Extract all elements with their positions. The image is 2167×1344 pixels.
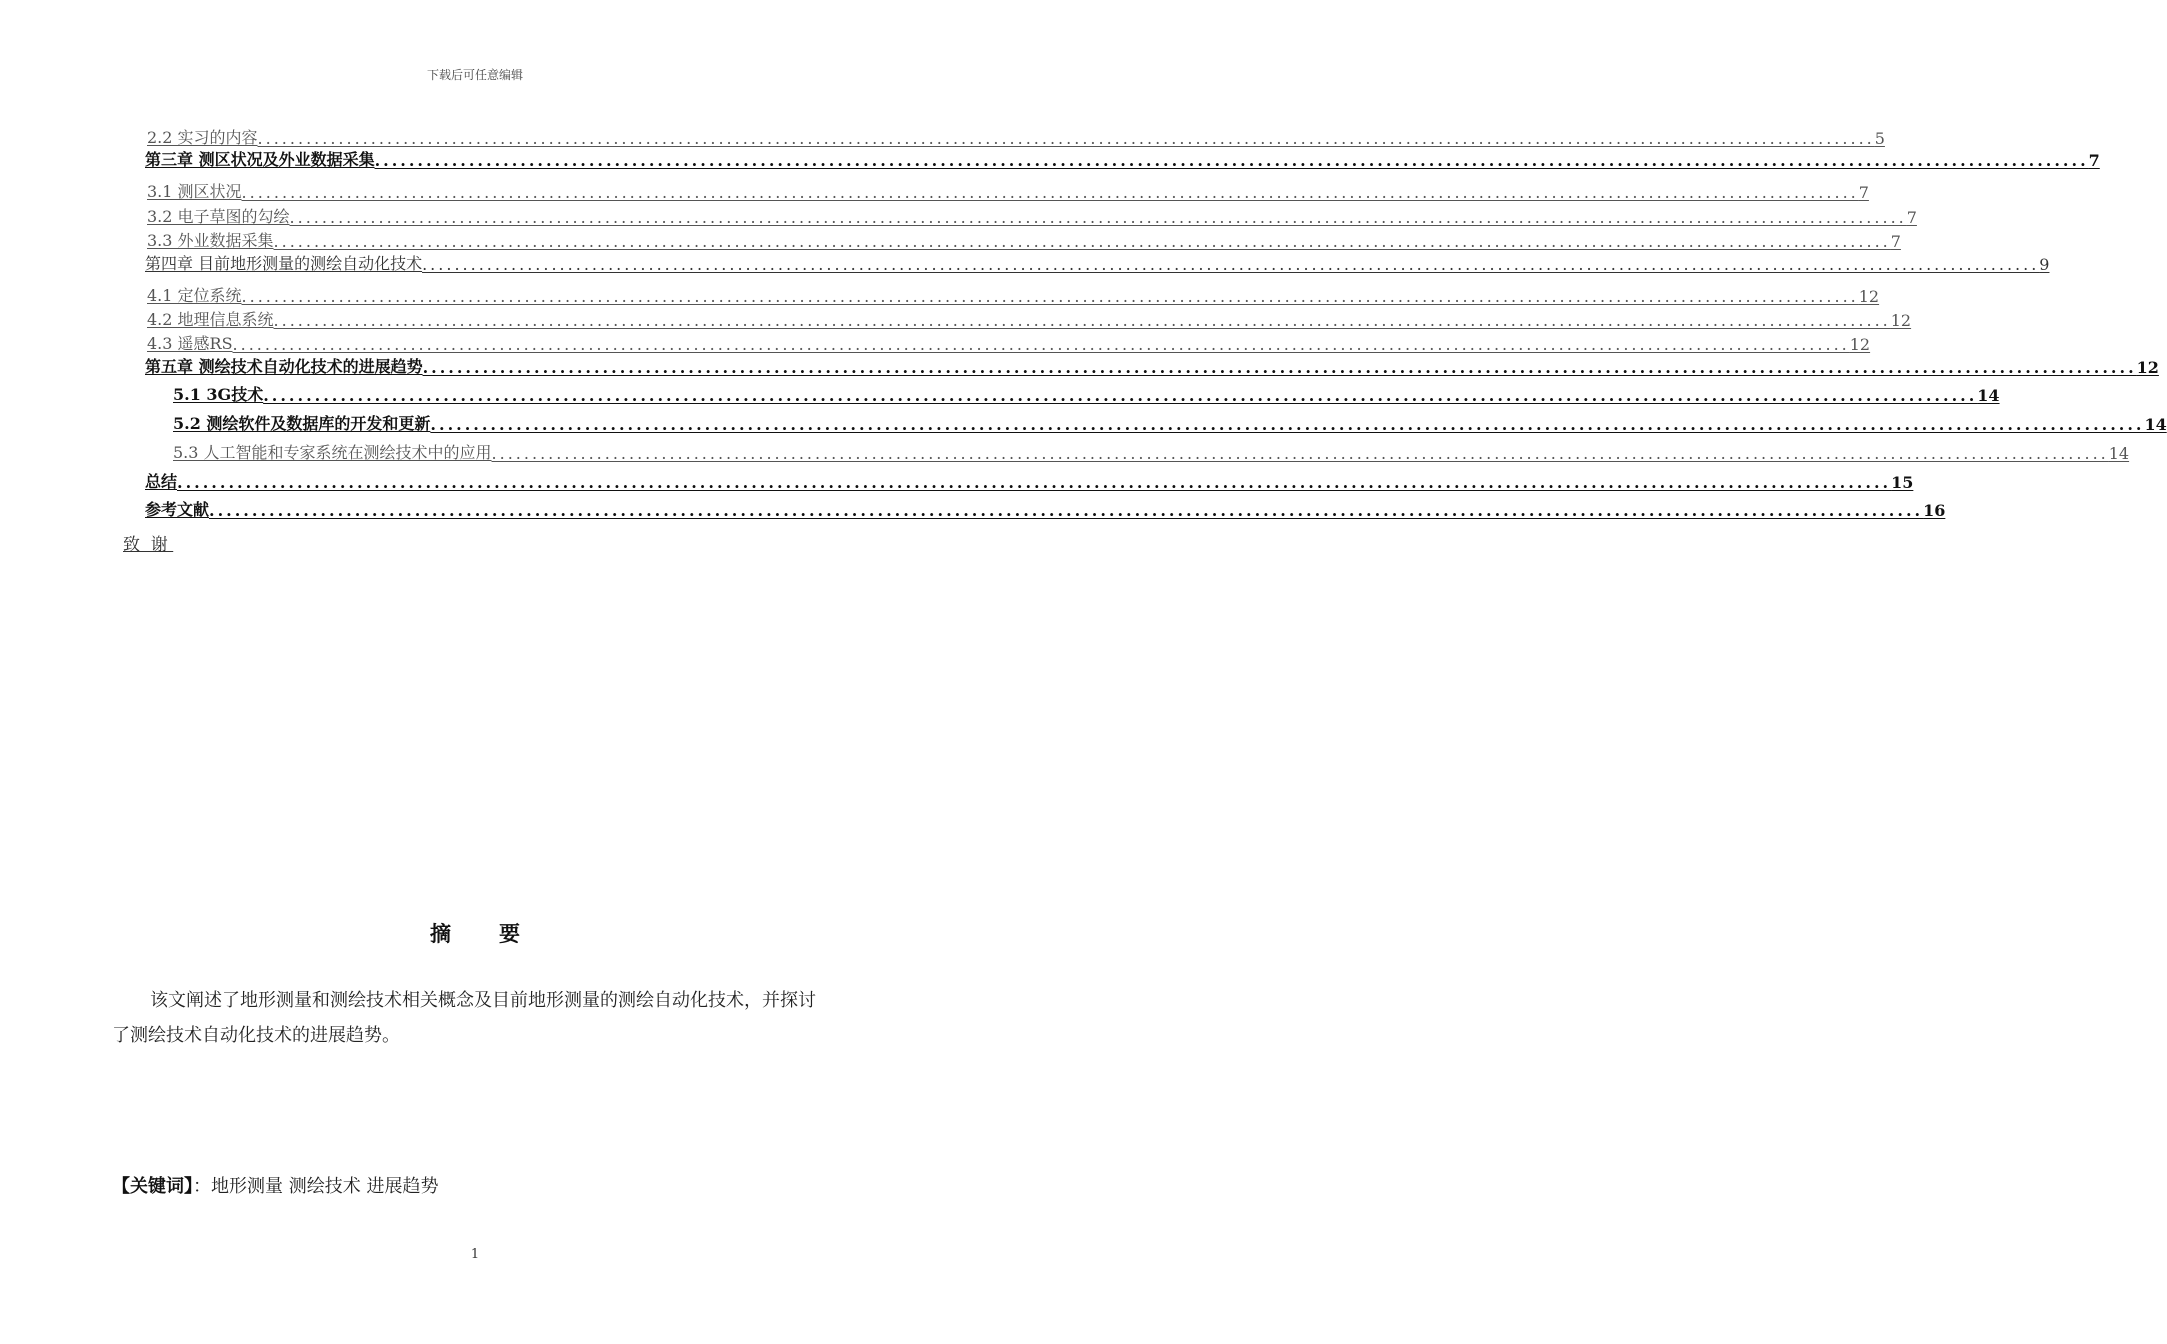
toc-leader-dots: ........................................................................................................................................................................................................: [177, 473, 1892, 492]
toc-leader-dots: ........................................................................................................................................................................................................: [491, 444, 2109, 463]
toc-entry-page: 15: [1891, 473, 1914, 492]
page-number: 1: [470, 1247, 480, 1262]
keywords-label: 【关键词】: [112, 1176, 193, 1197]
toc-entry-page: 7: [1890, 232, 1901, 251]
toc-entry-page: 5: [1874, 129, 1885, 148]
page-header: 下载后可任意编辑: [426, 68, 523, 82]
toc-entry-label: 第四章 目前地形测量的测绘自动化技术: [145, 254, 423, 273]
toc-entry-label: 3.2 电子草图的勾绘: [147, 207, 290, 226]
toc-leader-dots: ........................................................................................................................................................................................................: [209, 501, 1924, 520]
toc-leader-dots: ........................................................................................................................................................................................................: [232, 335, 1850, 354]
toc-leader-dots: ........................................................................................................................................................................................................: [273, 311, 1891, 330]
toc-entry[interactable]: [145, 252, 2050, 274]
toc-entry-label: 4.2 地理信息系统: [147, 310, 274, 329]
toc-entry-label: 3.1 测区状况: [147, 182, 242, 201]
toc-entry[interactable]: [145, 148, 2100, 170]
abstract-title: 摘要: [430, 921, 568, 946]
toc-leader-dots: ........................................................................................................................................................................................................: [257, 129, 1875, 148]
toc-entry-label: 2.2 实习的内容: [147, 128, 258, 147]
toc-entry-label: 总结: [145, 472, 178, 491]
toc-leader-dots: ........................................................................................................................................................................................................: [263, 386, 1978, 405]
toc-leader-dots: ........................................................................................................................................................................................................: [422, 255, 2040, 274]
toc-entry-page: 14: [2144, 415, 2167, 434]
toc-entry-page: 7: [1858, 183, 1869, 202]
toc-entry-page: 7: [2088, 151, 2100, 170]
toc-entry[interactable]: [173, 383, 2000, 405]
toc-entry[interactable]: [145, 498, 1946, 520]
keywords-separator: ：: [193, 1176, 211, 1197]
toc-entry[interactable]: [147, 229, 1901, 251]
toc-entry[interactable]: [147, 284, 1880, 306]
toc-entry[interactable]: [147, 332, 1871, 354]
toc-entry-label: 参考文献: [145, 500, 210, 519]
toc-leader-dots: ........................................................................................................................................................................................................: [430, 415, 2145, 434]
toc-entry-label: 3.3 外业数据采集: [147, 231, 274, 250]
keywords-line: [112, 1172, 438, 1198]
toc-acknowledgements[interactable]: 致 谢: [123, 535, 174, 555]
toc-leader-dots: ........................................................................................................................................................................................................: [289, 208, 1907, 227]
toc-entry[interactable]: [173, 441, 2130, 463]
toc-entry-label: 4.1 定位系统: [147, 286, 242, 305]
toc-entry[interactable]: [173, 412, 2167, 434]
toc-entry-page: 12: [1849, 335, 1871, 354]
toc-entry-label: 4.3 遥感RS: [147, 334, 233, 353]
toc-entry-page: 12: [1858, 287, 1880, 306]
toc-entry-page: 12: [2136, 358, 2159, 377]
keywords-value: 地形测量 测绘技术 进展趋势: [211, 1176, 439, 1197]
toc-leader-dots: ........................................................................................................................................................................................................: [374, 151, 2089, 170]
toc-entry[interactable]: [147, 205, 1917, 227]
toc-entry-label: 第三章 测区状况及外业数据采集: [145, 150, 375, 169]
toc-entry-label: 第五章 测绘技术自动化技术的进展趋势: [145, 357, 423, 376]
toc-entry-label: 5.3 人工智能和专家系统在测绘技术中的应用: [173, 443, 492, 462]
toc-entry-page: 7: [1906, 208, 1917, 227]
toc-leader-dots: ........................................................................................................................................................................................................: [241, 183, 1859, 202]
toc-entry-page: 14: [2108, 444, 2130, 463]
toc-entry-label: 5.1 3G技术: [173, 385, 264, 404]
toc-entry[interactable]: [145, 355, 2159, 377]
toc-entry-page: 12: [1890, 311, 1912, 330]
toc-entry-page: 14: [1977, 386, 2000, 405]
toc-entry[interactable]: [145, 470, 1914, 492]
toc-leader-dots: ........................................................................................................................................................................................................: [273, 232, 1891, 251]
abstract-body: 该文阐述了地形测量和测绘技术相关概念及目前地形测量的测绘自动化技术，并探讨了测绘技术自动化技术的进展趋势。: [112, 990, 816, 1046]
toc-entry-page: 9: [2039, 255, 2050, 274]
toc-leader-dots: ........................................................................................................................................................................................................: [241, 287, 1859, 306]
toc-entry[interactable]: [147, 308, 1912, 330]
toc-entry-label: 5.2 测绘软件及数据库的开发和更新: [173, 414, 431, 433]
toc-entry[interactable]: [147, 126, 1885, 148]
toc-entry-page: 16: [1923, 501, 1946, 520]
toc-leader-dots: ........................................................................................................................................................................................................: [422, 358, 2137, 377]
toc-entry[interactable]: [147, 180, 1869, 202]
